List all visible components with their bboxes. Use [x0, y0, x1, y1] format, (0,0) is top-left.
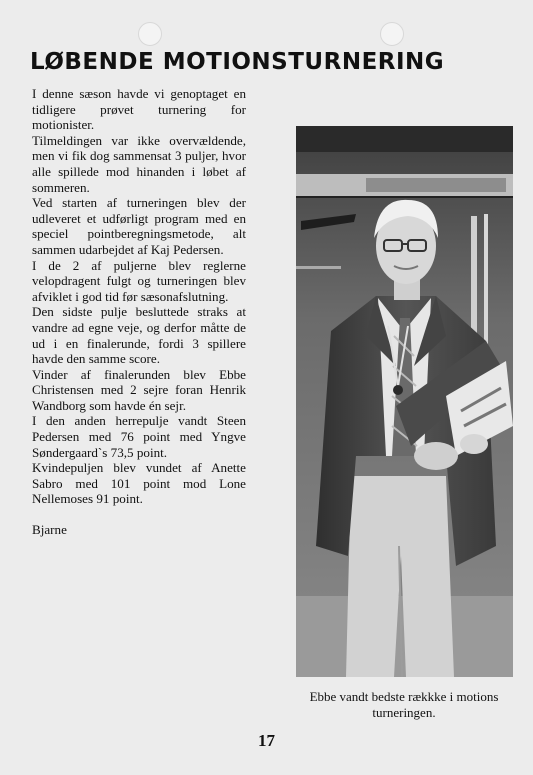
- article-paragraph: I de 2 af puljerne blev reglerne velopdragent fulgt og turneringen blev afviklet i god tid før sæsonafslutning.: [32, 257, 246, 304]
- page-number: 17: [258, 731, 275, 750]
- article-paragraph: Kvindepuljen blev vundet af Anette Sabro med 101 point mod Lone Nellemoses 91 point.: [32, 460, 246, 507]
- article-paragraph: Den sidste pulje besluttede straks at vandre ad egne veje, og derfor måtte de ud i en finalerunde, fordi 3 spillere havde den samme score.: [32, 304, 246, 367]
- article-paragraph: Tilmeldingen var ikke overvældende, men vi fik dog sammensat 3 puljer, hvor alle spillede mod hinanden i løbet af sommeren.: [32, 132, 246, 195]
- page-title: LØBENDE MOTIONSTURNERING: [30, 49, 445, 76]
- article-paragraph: I denne sæson havde vi genoptaget en tidligere prøvet turnering for motionister.: [32, 86, 246, 133]
- article-paragraph: Vinder af finalerunden blev Ebbe Christensen med 2 sejre foran Henrik Wandborg som havde én sejr.: [32, 366, 246, 413]
- photo-illustration: [296, 126, 513, 677]
- punch-hole: [380, 22, 404, 46]
- author-signature: Bjarne: [32, 522, 67, 538]
- article-paragraph: Ved starten af turneringen blev der udleveret et udførligt program med en speciel pointberegningsmetode, alt sammen udarbejdet af Kaj Pedersen.: [32, 195, 246, 257]
- photo-caption: Ebbe vandt bedste rækkke i motions turneringen.: [309, 689, 499, 720]
- article-body: [32, 86, 246, 538]
- photo-man-with-trophy: [296, 126, 513, 677]
- punch-hole: [138, 22, 162, 46]
- article-paragraph: I den anden herrepulje vandt Steen Pedersen med 76 point med Yngve Søndergaard`s 73,5 point.: [32, 413, 246, 460]
